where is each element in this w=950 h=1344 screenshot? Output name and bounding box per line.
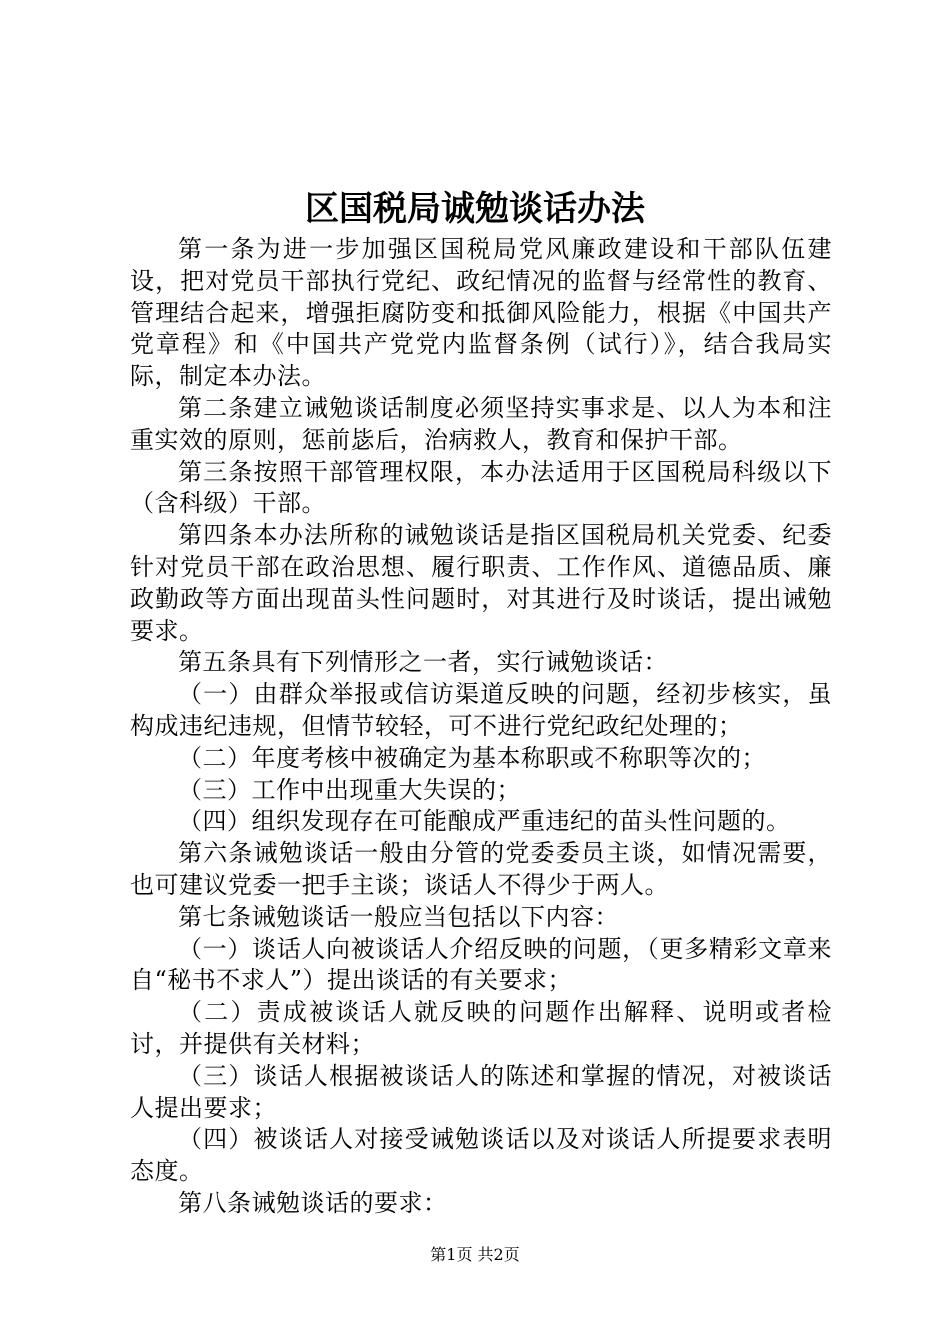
- paragraph-article-8: 第八条诫勉谈话的要求：: [178, 1188, 448, 1217]
- paragraph-article-3: 第三条按照干部管理权限，本办法适用于区国税局科级以下（含科级）干部。: [130, 457, 832, 518]
- paragraph-article-7-item-1: （一）谈话人向被谈话人介绍反映的问题，（更多精彩文章来自“秘书不求人”）提出谈话的有关要求；: [130, 934, 832, 995]
- paragraph-article-5-item-1: （一）由群众举报或信访渠道反映的问题，经初步核实，虽构成违纪违规，但情节较轻，可不进行党纪政纪处理的；: [130, 680, 832, 740]
- page-footer: 第1页 共2页: [430, 1245, 520, 1264]
- paragraph-article-5: 第五条具有下列情形之一者，实行诫勉谈话：: [178, 648, 668, 677]
- paragraph-article-4: 第四条本办法所称的诫勉谈话是指区国税局机关党委、纪委针对党员干部在政治思想、履行职责、工作作风、道德品质、廉政勤政等方面出现苗头性问题时，对其进行及时谈话，提出诫勉要求。: [130, 521, 832, 645]
- paragraph-article-5-item-3: （三）工作中出现重大失误的；: [178, 775, 521, 804]
- paragraph-article-5-item-2: （二）年度考核中被确定为基本称职或不称职等次的；: [178, 743, 766, 772]
- document-body: [130, 234, 832, 1220]
- paragraph-article-1: 第一条为进一步加强区国税局党风廉政建设和干部队伍建设，把对党员干部执行党纪、政纪情况的监督与经常性的教育、管理结合起来，增强拒腐防变和抵御风险能力，根据《中国共产党章程》和《中国共产党党内监督条例（试行）》，结合我局实际，制定本办法。: [130, 235, 832, 391]
- paragraph-article-5-item-4: （四）组织发现存在可能酿成严重违纪的苗头性问题的。: [178, 807, 791, 836]
- paragraph-article-7-item-4: （四）被谈话人对接受诫勉谈话以及对谈话人所提要求表明态度。: [130, 1125, 832, 1186]
- document-title: 区国税局诚勉谈话办法: [305, 189, 645, 229]
- paragraph-article-6: 第六条诫勉谈话一般由分管的党委委员主谈，如情况需要，也可建议党委一把手主谈；谈话人不得少于两人。: [130, 839, 832, 899]
- paragraph-article-7-item-3: （三）谈话人根据被谈话人的陈述和掌握的情况，对被谈话人提出要求；: [130, 1061, 832, 1122]
- paragraph-article-2: 第二条建立诫勉谈话制度必须坚持实事求是、以人为本和注重实效的原则，惩前毖后，治病救人，教育和保护干部。: [130, 393, 832, 454]
- paragraph-article-7: 第七条诫勉谈话一般应当包括以下内容：: [178, 902, 619, 931]
- paragraph-article-7-item-2: （二）责成被谈话人就反映的问题作出解释、说明或者检讨，并提供有关材料；: [130, 998, 832, 1058]
